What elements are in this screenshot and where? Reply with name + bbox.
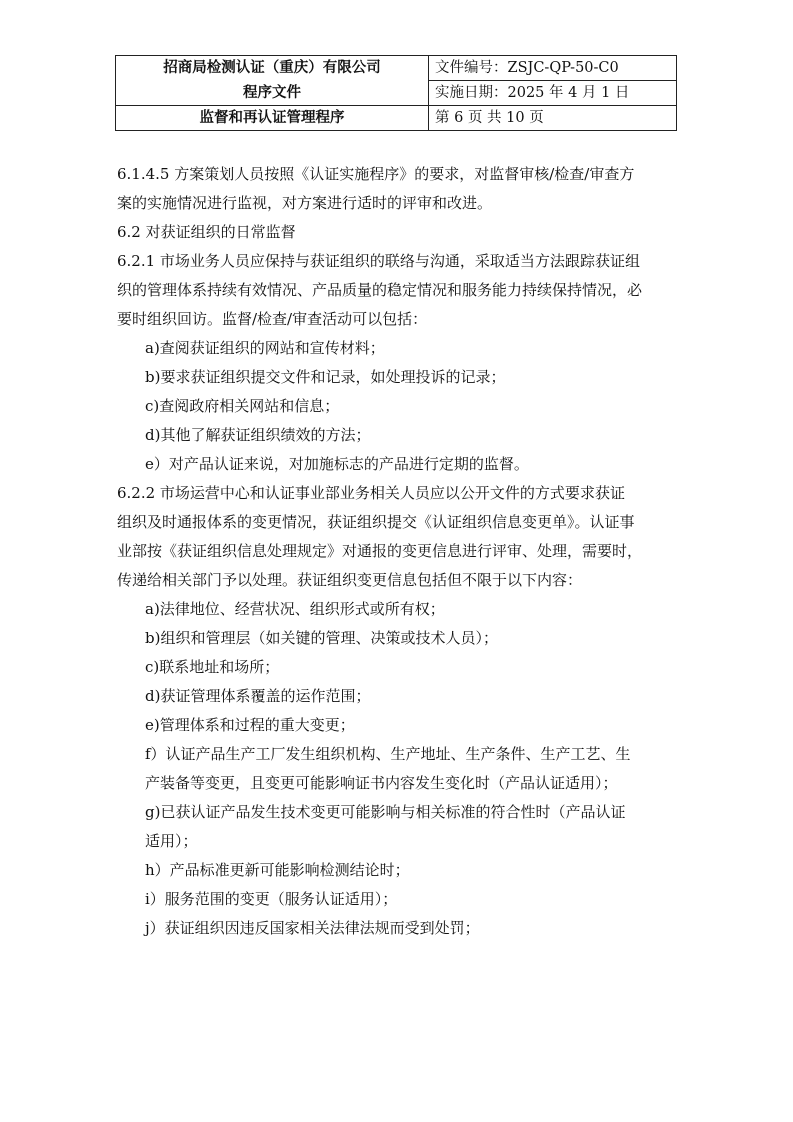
text-line: i）服务范围的变更（服务认证适用）；	[145, 890, 398, 908]
text-line: a)法律地位、经营状况、组织形式或所有权；	[145, 600, 445, 618]
text-line: j）获证组织因违反国家相关法律法规而受到处罚；	[145, 919, 480, 937]
company-name: 招商局检测认证（重庆）有限公司	[116, 56, 429, 81]
page-info: 第 6 页 共 10 页	[429, 106, 677, 131]
text-line: c)查阅政府相关网站和信息；	[145, 397, 340, 415]
text-line: e)管理体系和过程的重大变更；	[145, 716, 355, 734]
text-line: g)已获认证产品发生技术变更可能影响与相关标准的符合性时（产品认证	[145, 803, 626, 821]
text-line: 产装备等变更，且变更可能影响证书内容发生变化时（产品认证适用）；	[145, 774, 618, 792]
document-header-table	[115, 55, 677, 131]
text-line: 要时组织回访。监督/检查/审查活动可以包括：	[117, 310, 428, 328]
text-line: e）对产品认证来说，对加施标志的产品进行定期的监督。	[145, 455, 529, 473]
document-body	[117, 160, 677, 943]
text-line: 6.2.2 市场运营中心和认证事业部业务相关人员应以公开文件的方式要求获证	[117, 484, 625, 502]
text-line: 6.1.4.5 方案策划人员按照《认证实施程序》的要求，对监督审核/检查/审查方	[117, 165, 635, 183]
text-line: f）认证产品生产工厂发生组织机构、生产地址、生产条件、生产工艺、生	[145, 745, 631, 763]
text-line: 6.2 对获证组织的日常监督	[117, 223, 296, 241]
text-line: b)组织和管理层（如关键的管理、决策或技术人员）；	[145, 629, 498, 647]
effective-date: 实施日期：2025 年 4 月 1 日	[429, 81, 677, 106]
text-line: c)联系地址和场所；	[145, 658, 280, 676]
text-line: 适用）；	[145, 832, 198, 850]
text-line: 业部按《获证组织信息处理规定》对通报的变更信息进行评审、处理，需要时，	[117, 542, 643, 560]
text-line: 6.2.1 市场业务人员应保持与获证组织的联络与沟通，采取适当方法跟踪获证组	[117, 252, 640, 270]
text-line: d)其他了解获证组织绩效的方法；	[145, 426, 371, 444]
document-type: 程序文件	[116, 81, 429, 106]
text-line: 织的管理体系持续有效情况、产品质量的稳定情况和服务能力持续保持情况，必	[117, 281, 643, 299]
text-line: b)要求获证组织提交文件和记录，如处理投诉的记录；	[145, 368, 506, 386]
text-line: a)查阅获证组织的网站和宣传材料；	[145, 339, 385, 357]
document-title: 监督和再认证管理程序	[116, 106, 429, 131]
text-line: d)获证管理体系覆盖的运作范围；	[145, 687, 371, 705]
text-line: h）产品标准更新可能影响检测结论时；	[145, 861, 410, 879]
document-number: 文件编号：ZSJC-QP-50-C0	[429, 56, 677, 81]
text-line: 传递给相关部门予以处理。获证组织变更信息包括但不限于以下内容：	[117, 571, 583, 589]
text-line: 案的实施情况进行监视，对方案进行适时的评审和改进。	[117, 194, 493, 212]
text-line: 组织及时通报体系的变更情况，获证组织提交《认证组织信息变更单》。认证事	[117, 513, 635, 531]
